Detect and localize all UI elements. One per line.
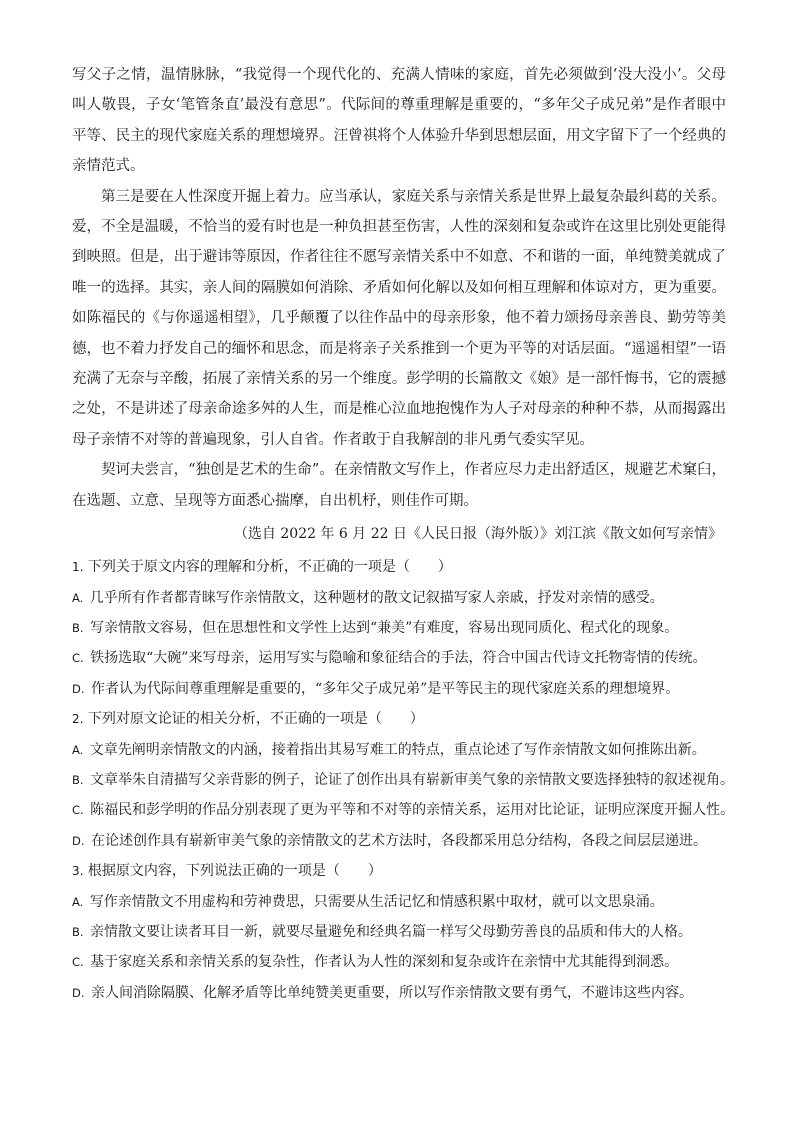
article-body	[72, 60, 726, 549]
option-letter: B.	[72, 772, 84, 787]
article-source: （选自 2022 年 6 月 22 日《人民日报（海外版）》刘江滨《散文如何写亲情》	[233, 526, 722, 543]
option-c	[72, 795, 735, 825]
option-letter: B.	[72, 620, 84, 635]
question-number: 1.	[72, 560, 84, 575]
option-c	[72, 643, 726, 673]
article-paragraph: 写父子之情，温情脉脉，“我觉得一个现代化的、充满人情味的家庭，首先必须做到‘没大没小’。父母叫人敬畏，子女‘笔管条直’最没有意思”。代际间的尊重理解是重要的，“多年父子成兄弟”是作者眼中平等、民主的现代家庭关系的理想境界。汪曾祺将个人体验升华到思想层面，用文字留下了一个经典的亲情范式。	[72, 67, 726, 175]
question-number: 3.	[72, 864, 84, 879]
option-b	[72, 613, 726, 643]
option-text: 几乎所有作者都青睐写作亲情散文，这种题材的散文记叙描写家人亲戚，抒发对亲情的感受。	[89, 589, 664, 606]
option-text: 写亲情散文容易，但在思想性和文学性上达到“兼美”有难度，容易出现同质化、程式化的现象。	[90, 619, 679, 636]
option-text: 亲人间消除隔膜、化解矛盾等比单纯赞美更重要，所以写作亲情散文要有勇气，不避讳这些内容。	[90, 984, 693, 1001]
article-paragraph: 契诃夫尝言，“独创是艺术的生命”。在亲情散文写作上，作者应尽力走出舒适区，规避艺术窠臼，在选题、立意、呈现等方面悉心揣摩，自出机杼，则佳作可期。	[72, 462, 726, 509]
option-d	[72, 826, 726, 856]
option-letter: D.	[72, 985, 85, 1000]
option-a	[72, 887, 726, 917]
option-letter: D.	[72, 681, 85, 696]
option-b	[72, 765, 734, 795]
option-b	[72, 917, 726, 947]
option-d	[72, 674, 726, 704]
question-text: 根据原文内容，下列说法正确的一项是（ ）	[87, 863, 382, 880]
option-text: 铁扬选取“大碗”来写母亲，运用写实与隐喻和象征结合的手法，符合中国古代诗文托物寄情的传统。	[90, 650, 707, 667]
option-c	[72, 947, 726, 977]
option-letter: C.	[72, 803, 84, 818]
option-text: 文章举朱自清描写父亲背影的例子，论证了创作出具有崭新审美气象的亲情散文要选择独特的叙述视角。	[90, 771, 734, 788]
option-text: 基于家庭关系和亲情关系的复杂性，作者认为人性的深刻和复杂或许在亲情中尤其能得到洞悉。	[90, 954, 679, 971]
option-a	[72, 583, 726, 613]
question-list	[72, 552, 735, 1008]
question-3	[72, 856, 726, 1008]
option-letter: C.	[72, 955, 84, 970]
option-a	[72, 735, 726, 765]
question-stem	[72, 704, 726, 734]
option-text: 写作亲情散文不用虚构和劳神费思，只需要从生活记忆和情感积累中取材，就可以文思泉涌。	[89, 893, 664, 910]
option-text: 亲情散文要让读者耳目一新，就要尽量避免和经典名篇一样写父母勤劳善良的品质和伟大的人格。	[90, 923, 692, 940]
question-text: 下列对原文论证的相关分析，不正确的一项是（ ）	[87, 711, 424, 728]
article-paragraph: 第三是要在人性深度开掘上着力。应当承认，家庭关系与亲情关系是世界上最复杂最纠葛的关系。爱，不全是温暖，不恰当的爱有时也是一种负担甚至伤害，人性的深刻和复杂或许在这里比别处更能得到映照。但是，出于避讳等原因，作者往往不愿写亲情关系中不如意、不和谐的一面，单纯赞美就成了唯一的选择。其实，亲人间的隔膜如何消除、矛盾如何化解以及如何相互理解和体谅对方，更为重要。如陈福民的《与你遥遥相望》，几乎颠覆了以往作品中的母亲形象，他不着力颂扬母亲善良、勤劳等美德，也不着力抒发自己的缅怀和思念，而是将亲子关系推到一个更为平等的对话层面。“遥遥相望”一语充满了无奈与辛酸，拓展了亲情关系的另一个维度。彭学明的长篇散文《娘》是一部忏悔书，它的震撼之处，不是讲述了母亲命途多舛的人生，而是椎心泣血地抱愧作为人子对母亲的种种不恭，从而揭露出母子亲情不对等的普遍现象，引人自省。作者敢于自我解剖的非凡勇气委实罕见。	[72, 188, 726, 448]
question-number: 2.	[72, 712, 84, 727]
option-d	[72, 978, 726, 1008]
option-text: 文章先阐明亲情散文的内涵，接着指出其易写难工的特点，重点论述了写作亲情散文如何推陈出新。	[89, 741, 706, 758]
option-letter: A.	[72, 742, 84, 757]
question-2	[72, 704, 735, 856]
option-text: 在论述创作具有崭新审美气象的亲情散文的艺术方法时，各段都采用总分结构，各段之间层层递进。	[90, 832, 707, 849]
option-letter: D.	[72, 833, 85, 848]
question-stem	[72, 856, 726, 886]
question-text: 下列关于原文内容的理解和分析，不正确的一项是（ ）	[87, 559, 452, 576]
option-letter: A.	[72, 590, 84, 605]
question-stem	[72, 552, 726, 582]
option-letter: B.	[72, 924, 84, 939]
question-1	[72, 552, 726, 704]
option-letter: A.	[72, 894, 84, 909]
option-text: 作者认为代际间尊重理解是重要的，“多年父子成兄弟”是平等民主的现代家庭关系的理想境界。	[90, 680, 680, 697]
option-letter: C.	[72, 651, 84, 666]
option-text: 陈福民和彭学明的作品分别表现了更为平等和不对等的亲情关系，运用对比论证，证明应深度开掘人性。	[90, 802, 735, 819]
